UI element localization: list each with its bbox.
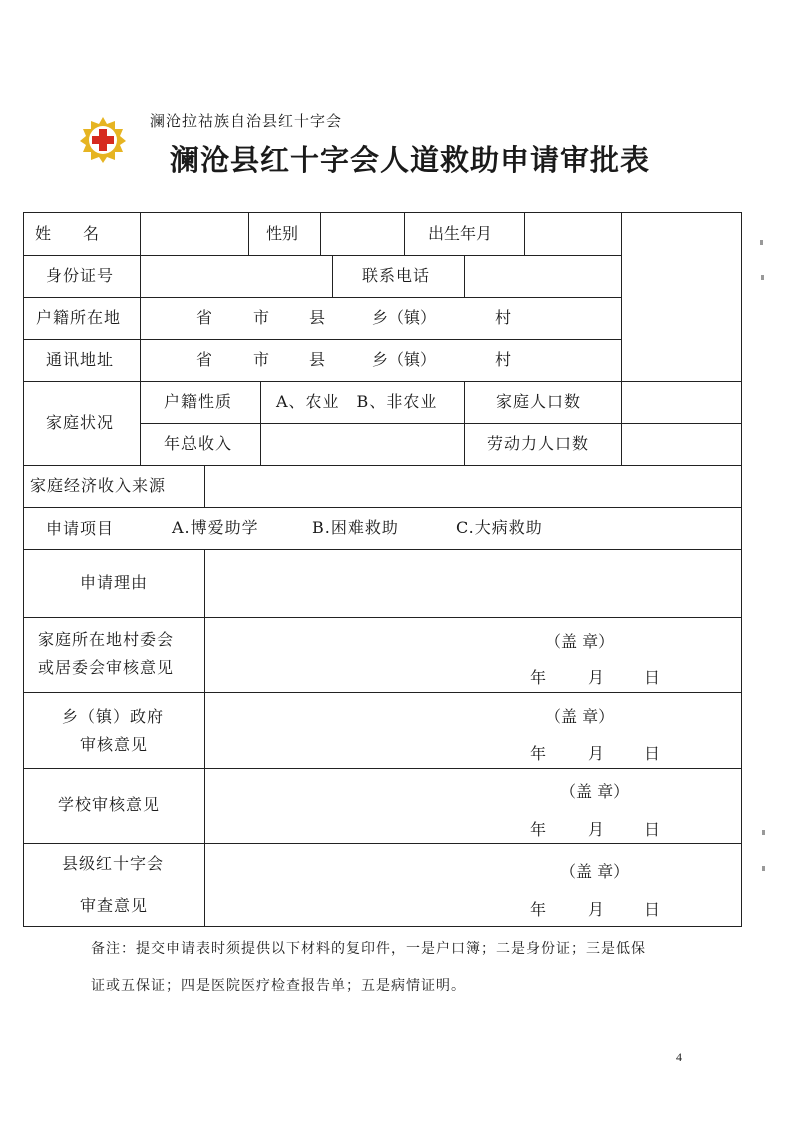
red-cross-logo-icon: [78, 115, 128, 165]
scan-speck: [761, 275, 764, 280]
county-year: 年: [530, 900, 547, 919]
county-month: 月: [588, 900, 605, 919]
household-location-label: 户籍所在地: [36, 308, 122, 327]
apply-option-education: A.博爱助学: [172, 518, 259, 537]
document-title: 澜沧县红十字会人道救助申请审批表: [170, 143, 651, 177]
mailing-village: 村: [495, 350, 512, 369]
mailing-address-label: 通讯地址: [46, 350, 115, 369]
mailing-province: 省: [196, 350, 213, 369]
school-year: 年: [530, 820, 547, 839]
mailing-city: 市: [253, 350, 270, 369]
village-day: 日: [644, 668, 661, 687]
county-seal: （盖 章）: [560, 862, 630, 881]
township-month: 月: [588, 744, 605, 763]
gender-label: 性别: [266, 224, 299, 243]
apply-item-label: 申请项目: [46, 519, 115, 538]
phone-label: 联系电话: [362, 266, 431, 285]
annual-income-label: 年总收入: [164, 434, 233, 453]
page-number: 4: [676, 1050, 682, 1064]
mailing-county: 县: [309, 350, 326, 369]
township-review-label-2: 审核意见: [80, 735, 149, 754]
township-seal: （盖 章）: [545, 707, 615, 726]
scan-speck: [762, 866, 765, 871]
county-day: 日: [644, 900, 661, 919]
scan-speck: [760, 240, 763, 245]
village-year: 年: [530, 668, 547, 687]
income-source-label: 家庭经济收入来源: [30, 476, 167, 495]
mailing-township: 乡（镇）: [372, 350, 437, 369]
school-month: 月: [588, 820, 605, 839]
scan-speck: [762, 830, 765, 835]
id-card-label: 身份证号: [46, 266, 115, 285]
village-month: 月: [588, 668, 605, 687]
county-review-label: 县级红十字会: [62, 854, 165, 873]
township-review-label: 乡（镇）政府: [62, 707, 165, 726]
labor-population-label: 劳动力人口数: [487, 434, 590, 453]
village-seal: （盖 章）: [545, 632, 615, 651]
household-city: 市: [253, 308, 270, 327]
family-status-label: 家庭状况: [46, 413, 115, 432]
household-township: 乡（镇）: [372, 308, 437, 327]
village-review-label: 家庭所在地村委会: [38, 630, 175, 649]
hukou-type-options: A、农业 B、非农业: [276, 392, 438, 411]
apply-reason-label: 申请理由: [80, 573, 149, 592]
organization-name: 澜沧拉祜族自治县红十字会: [150, 112, 343, 130]
family-population-label: 家庭人口数: [496, 392, 582, 411]
county-review-label-2: 审查意见: [80, 896, 149, 915]
household-village: 村: [495, 308, 512, 327]
name-label: 姓 名: [35, 224, 100, 243]
school-day: 日: [644, 820, 661, 839]
household-province: 省: [196, 308, 213, 327]
birth-date-label: 出生年月: [428, 224, 493, 243]
school-review-label: 学校审核意见: [58, 795, 161, 814]
apply-option-illness: C.大病救助: [456, 518, 543, 537]
township-year: 年: [530, 744, 547, 763]
school-seal: （盖 章）: [560, 782, 630, 801]
household-county: 县: [309, 308, 326, 327]
footer-note-line-2: 证或五保证；四是医院医疗检查报告单；五是病情证明。: [91, 978, 466, 994]
footer-note-line-1: 备注：提交申请表时须提供以下材料的复印件，一是户口簿；二是身份证；三是低保: [91, 941, 646, 957]
township-day: 日: [644, 744, 661, 763]
apply-option-hardship: B.困难救助: [312, 518, 399, 537]
village-review-label-2: 或居委会审核意见: [38, 658, 175, 677]
hukou-type-label: 户籍性质: [164, 392, 233, 411]
